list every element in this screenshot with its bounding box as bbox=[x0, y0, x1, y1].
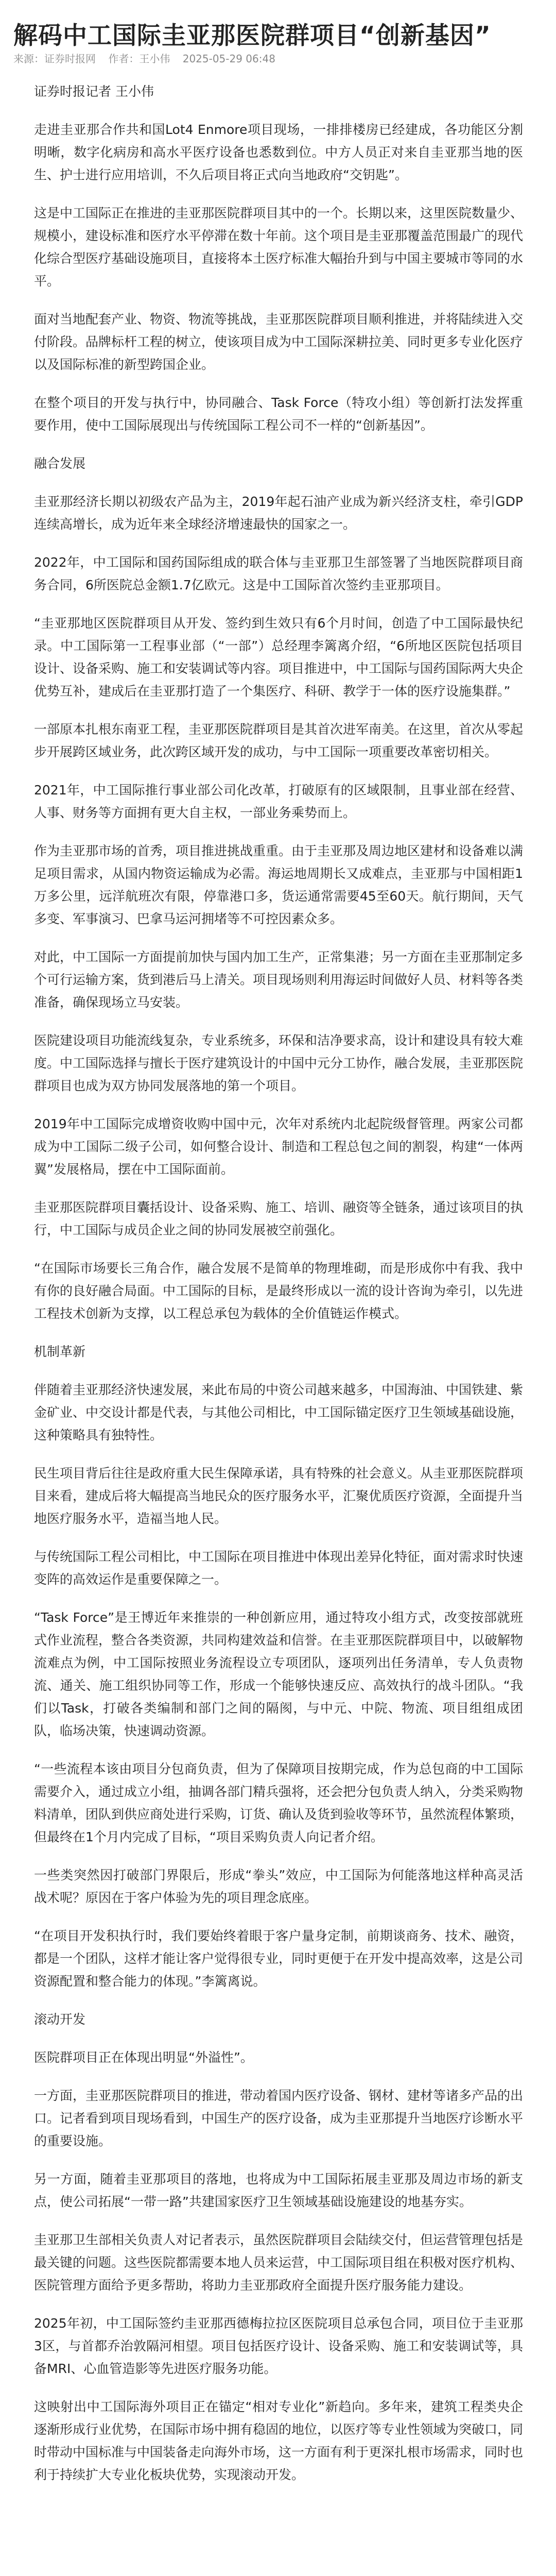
article-date: 2025-05-29 06:48 bbox=[182, 53, 275, 65]
article-paragraph: 对此，中工国际一方面提前加快与国内加工生产，正常集港；另一方面在圭亚那制定多个可行运输方案，货到港后马上清关。项目现场则利用海运时间做好人员、材料等各类准备，确保现场立马安装。 bbox=[34, 950, 524, 1010]
article-paragraph: 2019年中工国际完成增资收购中国中元，次年对系统内北起院级督管理。两家公司都成为中工国际二级子公司，如何整合设计、制造和工程总包之间的割裂，构建“一体两翼”发展格局，摆在中工国际面前。 bbox=[34, 1116, 523, 1177]
article-paragraph: 圭亚那经济长期以初级农产品为主，2019年起石油产业成为新兴经济支柱，牵引GDP连续高增长，成为近年来全球经济增速最快的国家之一。 bbox=[34, 494, 523, 532]
section-heading: 滚动开发 bbox=[34, 2012, 86, 2027]
article-author: 作者：王小伟 bbox=[108, 53, 170, 65]
article-paragraph: 作为圭亚那市场的首秀，项目推进挑战重重。由于圭亚那及周边地区建材和设备难以满足项目需求，从国内物资运输成为必需。海运地周期长又成难点，圭亚那与中国相距1万多公里，远洋航班次有限，停靠港口多，货运通常需要45至60天。航行期间，天气多变、军事演习、巴拿马运河拥堵等不可控因素众多。 bbox=[34, 843, 524, 926]
article-paragraph: 一部原本扎根东南亚工程，圭亚那医院群项目是其首次进军南美。在这里，首次从零起步开展跨区域业务，此次跨区域开发的成功，与中工国际一项重要改革密切相关。 bbox=[34, 722, 524, 759]
article-paragraph: 圭亚那医院群项目囊括设计、设备采购、施工、培训、融资等全链条，通过该项目的执行，中工国际与成员企业之间的协同发展被空前强化。 bbox=[34, 1200, 524, 1238]
article-paragraph: “在项目开发积执行时，我们要始终着眼于客户量身定制，前期谈商务、技术、融资，都是一个团队，这样才能让客户觉得很专业，同时更便于在开发中提高效率，这是公司资源配置和整合能力的体现。”李篱离说。 bbox=[34, 1928, 524, 1989]
article-source: 来源：证券时报网 bbox=[13, 53, 96, 65]
article-meta bbox=[13, 52, 544, 66]
article-paragraph: 一些类突然因打破部门界限后，形成“拳头”效应，中工国际为何能落地这样种高灵活战术呢？原因在于客户体验为先的项目理念底座。 bbox=[34, 1868, 523, 1905]
article-paragraph: 一方面，圭亚那医院群项目的推进，带动着国内医疗设备、钢材、建材等诸多产品的出口。记者看到项目现场看到，中国生产的医疗设备，成为圭亚那提升当地医疗诊断水平的重要设施。 bbox=[34, 2088, 524, 2148]
article-byline: 证券时报记者 王小伟 bbox=[34, 84, 154, 99]
section-heading: 机制革新 bbox=[34, 1344, 86, 1359]
article-paragraph: “圭亚那地区医院群项目从开发、签约到生效只有6个月时间，创造了中工国际最快纪录。中工国际第一工程事业部（“一部”）总经理李篱离介绍，“6所地区医院包括项目设计、设备采购、施工和安装调试等内容。项目推进中，中工国际与国药国际两大央企优势互补，建成后在圭亚那打造了一个集医疗、科研、教学于一体的医疗设施集群。” bbox=[34, 616, 524, 699]
article-paragraph: 2025年初，中工国际签约圭亚那西德梅拉拉区医院项目总承包合同，项目位于圭亚那3区，与首都乔治敦隔河相望。项目包括医疗设计、设备采购、施工和安装调试等，具备MRI、心血管造影等先进医疗服务功能。 bbox=[34, 2316, 523, 2376]
article-title: 解码中工国际圭亚那医院群项目“创新基因” bbox=[13, 22, 491, 50]
article-paragraph: “Task Force”是王博近年来推崇的一种创新应用，通过特攻小组方式，改变按部就班式作业流程，整合各类资源，共同构建效益和信誉。在圭亚那医院群项目中，以破解物流难点为例，中工国际按照业务流程设立专项团队，逐项列出任务清单，专人负责物流、通关、施工组织协同等工作，形成一个能够快速反应、高效执行的战斗团队。“我们以Task，打破各类编制和部门之间的隔阂，与中元、中院、物流、项目组组成团队，临场决策，快速调动资源。 bbox=[34, 1610, 524, 1738]
article-paragraph: 这映射出中工国际海外项目正在锚定“相对专业化”新趋向。多年来，建筑工程类央企逐渐形成行业优势，在国际市场中拥有稳固的地位，以医疗等专业性领域为突破口，同时带动中国标准与中国装备走向海外市场，这一方面有利于更深扎根市场需求，同时也利于持续扩大专业化板块优势，实现滚动开发。 bbox=[34, 2399, 524, 2482]
article-paragraph: 面对当地配套产业、物资、物流等挑战，圭亚那医院群项目顺利推进，并将陆续进入交付阶段。品牌标杆工程的树立，使该项目成为中工国际深耕拉美、同时更多专业化医疗以及国际标准的新型跨国企业。 bbox=[34, 312, 524, 372]
article-paragraph: “在国际市场要长三角合作，融合发展不是简单的物理堆砌，而是形成你中有我、我中有你的良好融合局面。中工国际的目标，是最终形成以一流的设计咨询为牵引，以先进工程技术创新为支撑，以工程总承包为载体的全价值链运作模式。 bbox=[34, 1261, 524, 1321]
article-paragraph: 圭亚那卫生部相关负责人对记者表示，虽然医院群项目会陆续交付，但运营管理包括是最关键的问题。这些医院都需要本地人员来运营，中工国际项目组在积极对医疗机构、医院管理方面给予更多帮助，将助力圭亚那政府全面提升医疗服务能力建设。 bbox=[34, 2232, 524, 2293]
article-paragraph: 另一方面，随着圭亚那项目的落地，也将成为中工国际拓展圭亚那及周边市场的新支点，使公司拓展“一带一路”共建国家医疗卫生领域基础设施建设的地基夯实。 bbox=[34, 2172, 523, 2209]
article-paragraph: 与传统国际工程公司相比，中工国际在项目推进中体现出差异化特征，面对需求时快速变阵的高效运作是重要保障之一。 bbox=[34, 1549, 524, 1587]
article-paragraph: 走进圭亚那合作共和国Lot4 Enmore项目现场，一排排楼房已经建成，各功能区分割明晰，数字化病房和高水平医疗设备也悉数到位。中方人员正对来自圭亚那当地的医生、护士进行应用培训，不久后项目将正式向当地政府“交钥匙”。 bbox=[34, 122, 523, 182]
article-paragraph: 在整个项目的开发与执行中，协同融合、Task Force（特攻小组）等创新打法发挥重要作用，使中工国际展现出与传统国际工程公司不一样的“创新基因”。 bbox=[34, 395, 523, 433]
article-paragraph: 伴随着圭亚那经济快速发展，来此布局的中资公司越来越多，中国海油、中国铁建、紫金矿业、中交设计都是代表，与其他公司相比，中工国际锚定医疗卫生领域基础设施，这种策略具有独特性。 bbox=[34, 1382, 524, 1443]
article-paragraph: 医院建设项目功能流线复杂，专业系统多，环保和洁净要求高，设计和建设具有较大难度。中工国际选择与擅长于医疗建筑设计的中国中元分工协作，融合发展，圭亚那医院群项目也成为双方协同发展落地的第一个项目。 bbox=[34, 1033, 524, 1093]
section-heading: 融合发展 bbox=[34, 456, 86, 471]
article-paragraph: 这是中工国际正在推进的圭亚那医院群项目其中的一个。长期以来，这里医院数量少、规模小，建设标准和医疗水平停滞在数十年前。这个项目是圭亚那覆盖范围最广的现代化综合型医疗基础设施项目，直接将本土医疗标准大幅抬升到与中国主要城市等同的水平。 bbox=[34, 206, 524, 289]
article-paragraph: 2022年，中工国际和国药国际组成的联合体与圭亚那卫生部签署了当地医院群项目商务合同，6所医院总金额1.7亿欧元。这是中工国际首次签约圭亚那项目。 bbox=[34, 555, 523, 592]
article-body bbox=[34, 80, 523, 2502]
article-paragraph: 2021年，中工国际推行事业部公司化改革，打破原有的区域限制，且事业部在经营、人事、财务等方面拥有更大自主权，一部业务乘势而上。 bbox=[34, 783, 523, 820]
article-paragraph: 医院群项目正在体现出明显“外溢性”。 bbox=[34, 2050, 253, 2065]
article-paragraph: 民生项目背后往往是政府重大民生保障承诺，具有特殊的社会意义。从圭亚那医院群项目来看，建成后将大幅提高当地民众的医疗服务水平，汇聚优质医疗资源，全面提升当地医疗服务水平，造福当地人民。 bbox=[34, 1466, 524, 1526]
article-paragraph: “一些流程本该由项目分包商负责，但为了保障项目按期完成，作为总包商的中工国际需要介入，通过成立小组，抽调各部门精兵强将，还会把分包负责人纳入，分类采购物料清单，团队到供应商处进行采购，订货、确认及货到验收等环节，虽然流程体繁琐，但最终在1个月内完成了目标，“项目采购负责人向记者介绍。 bbox=[34, 1761, 524, 1844]
